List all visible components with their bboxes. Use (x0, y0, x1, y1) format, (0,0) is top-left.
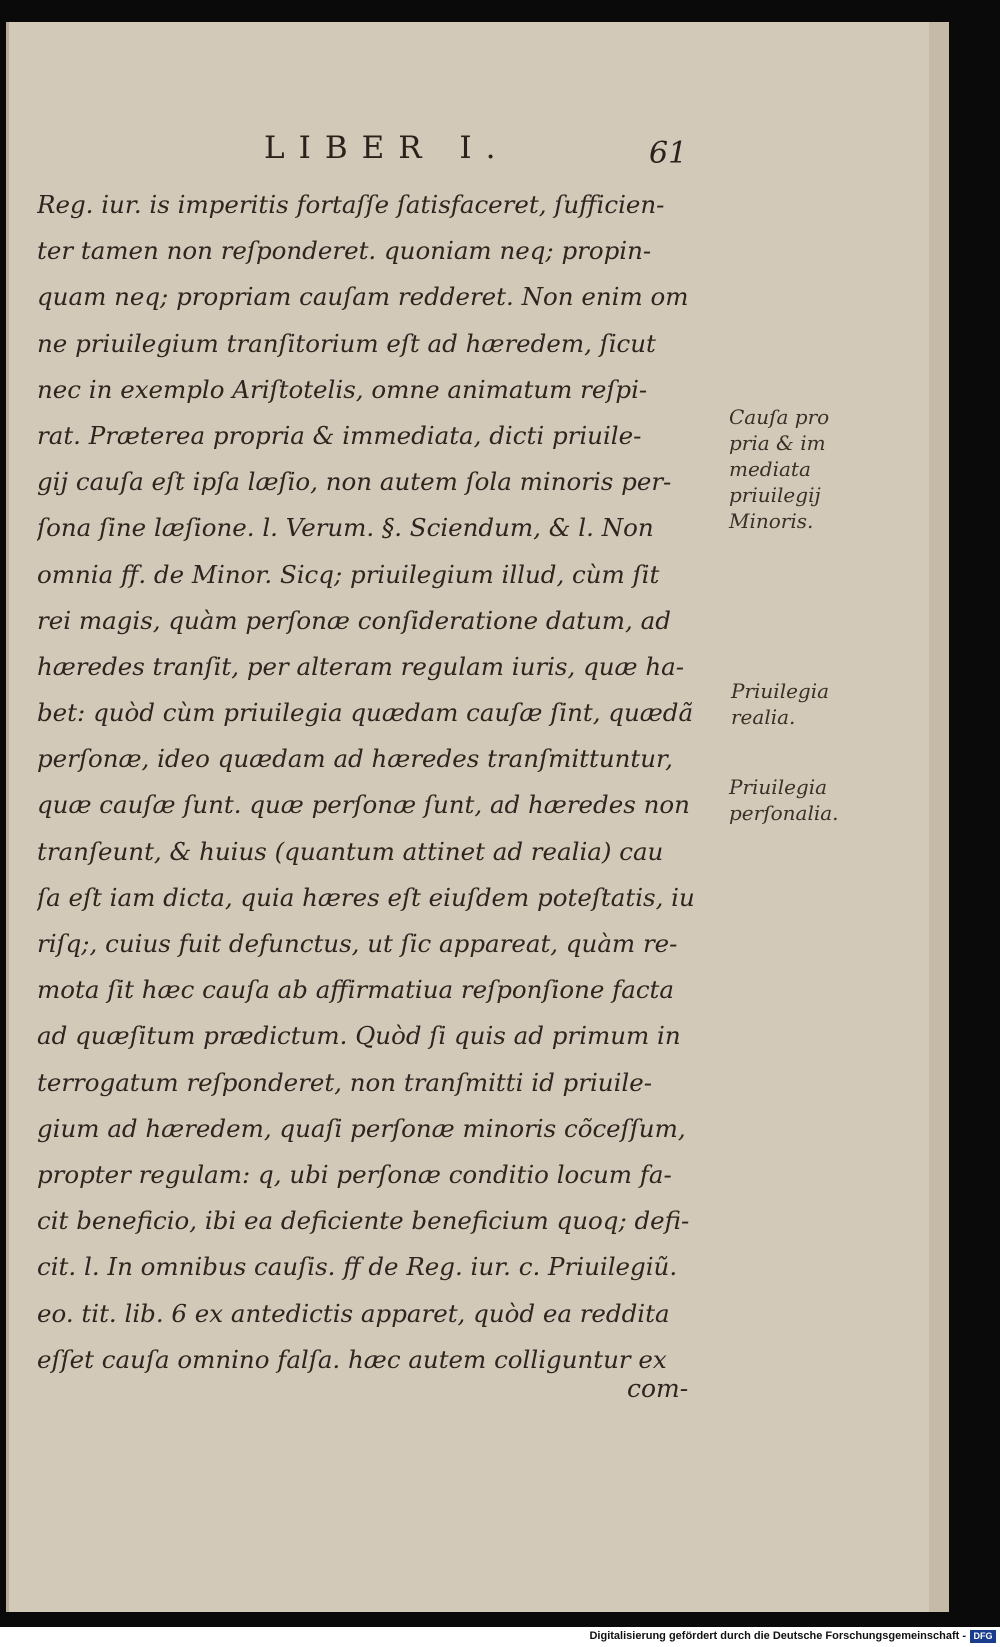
text-line: perſonæ, ideo quædam ad hæredes tranſmittuntur, (37, 744, 673, 774)
text-line: propter regulam: q, ubi perſonæ conditio locum fa- (37, 1159, 672, 1189)
text-line: omnia ff. de Minor. Sicq; priuilegium illud, cùm ſit (37, 559, 660, 589)
text-line: nec in exemplo Ariſtotelis, omne animatum reſpi- (37, 374, 648, 404)
text-line: Reg. iur. is imperitis fortaſſe ſatisfaceret, ſufficien- (37, 190, 665, 219)
running-head: LIBER I. (264, 130, 510, 166)
text-line: mota ſit hæc cauſa ab affirmatiua reſponſione facta (37, 975, 674, 1005)
text-line: eſſet cauſa omnino falſa. hæc autem colliguntur ex (37, 1344, 667, 1374)
margin-note-line: Priuilegia (731, 679, 830, 703)
funding-credit: Digitalisierung gefördert durch die Deutsche Forschungsgemeinschaft - (589, 1630, 966, 1642)
margin-note-causa (729, 404, 829, 534)
margin-note-realia (731, 678, 829, 730)
text-line: rei magis, quàm perſonæ conſideratione datum, ad (37, 605, 671, 635)
margin-note-line: perſonalia. (729, 801, 839, 825)
body-text (37, 182, 727, 1383)
text-line: rat. Præterea propria & immediata, dicti priuile- (37, 420, 642, 450)
dfg-logo: DFG (970, 1630, 996, 1643)
margin-note-line: priuilegij (729, 483, 821, 507)
text-line: ter tamen non reſponderet. quoniam neq; propin- (37, 236, 652, 266)
footer-bar (0, 1627, 1000, 1647)
text-line: hæredes tranſit, per alteram regulam iuris, quæ ha- (37, 651, 685, 681)
text-line: quæ cauſæ ſunt. quæ perſonæ ſunt, ad hæredes non (37, 790, 690, 820)
margin-note-personalia (729, 774, 839, 826)
text-line: quam neq; propriam cauſam redderet. Non enim om (37, 282, 689, 312)
page-number: 61 (649, 136, 688, 171)
text-line: ad quæſitum prædictum. Quòd ſi quis ad primum in (37, 1021, 681, 1051)
text-line: cit. l. In omnibus cauſis. ff de Reg. iur. c. Priuilegiũ. (37, 1252, 678, 1282)
margin-note-line: Cauſa pro (729, 405, 830, 429)
page-edge (929, 22, 949, 1612)
text-line: eo. tit. lib. 6 ex antedictis apparet, quòd ea reddita (37, 1298, 670, 1328)
book-page (6, 22, 949, 1612)
text-line: ſona ſine læſione. l. Verum. §. Sciendum, & l. Non (37, 513, 654, 543)
text-line: tranſeunt, & huius (quantum attinet ad realia) cau (37, 836, 664, 866)
margin-note-line: mediata (729, 457, 811, 481)
text-line: ne priuilegium tranſitorium eſt ad hæredem, ſicut (37, 328, 656, 358)
margin-note-line: Minoris. (729, 509, 814, 533)
text-line: terrogatum reſponderet, non tranſmitti id priuile- (37, 1067, 653, 1097)
margin-note-line: realia. (731, 705, 796, 729)
margin-note-line: pria & im (729, 431, 826, 455)
text-line: gium ad hæredem, quaſi perſonæ minoris cõceſſum, (37, 1113, 686, 1143)
text-line: gij cauſa eſt ipſa læſio, non autem ſola minoris per- (37, 467, 672, 497)
page-header (9, 130, 949, 180)
catchword: com- (627, 1374, 689, 1403)
text-line: bet: quòd cùm priuilegia quædam cauſæ ſint, quædã (37, 698, 694, 728)
margin-note-line: Priuilegia (729, 775, 828, 799)
text-line: ſa eſt iam dicta, quia hæres eſt eiuſdem poteſtatis, iu (37, 882, 695, 912)
text-line: riſq;, cuius fuit defunctus, ut ſic appareat, quàm re- (37, 929, 678, 958)
text-line: cit beneficio, ibi ea deficiente beneficium quoq; defi- (37, 1206, 690, 1236)
